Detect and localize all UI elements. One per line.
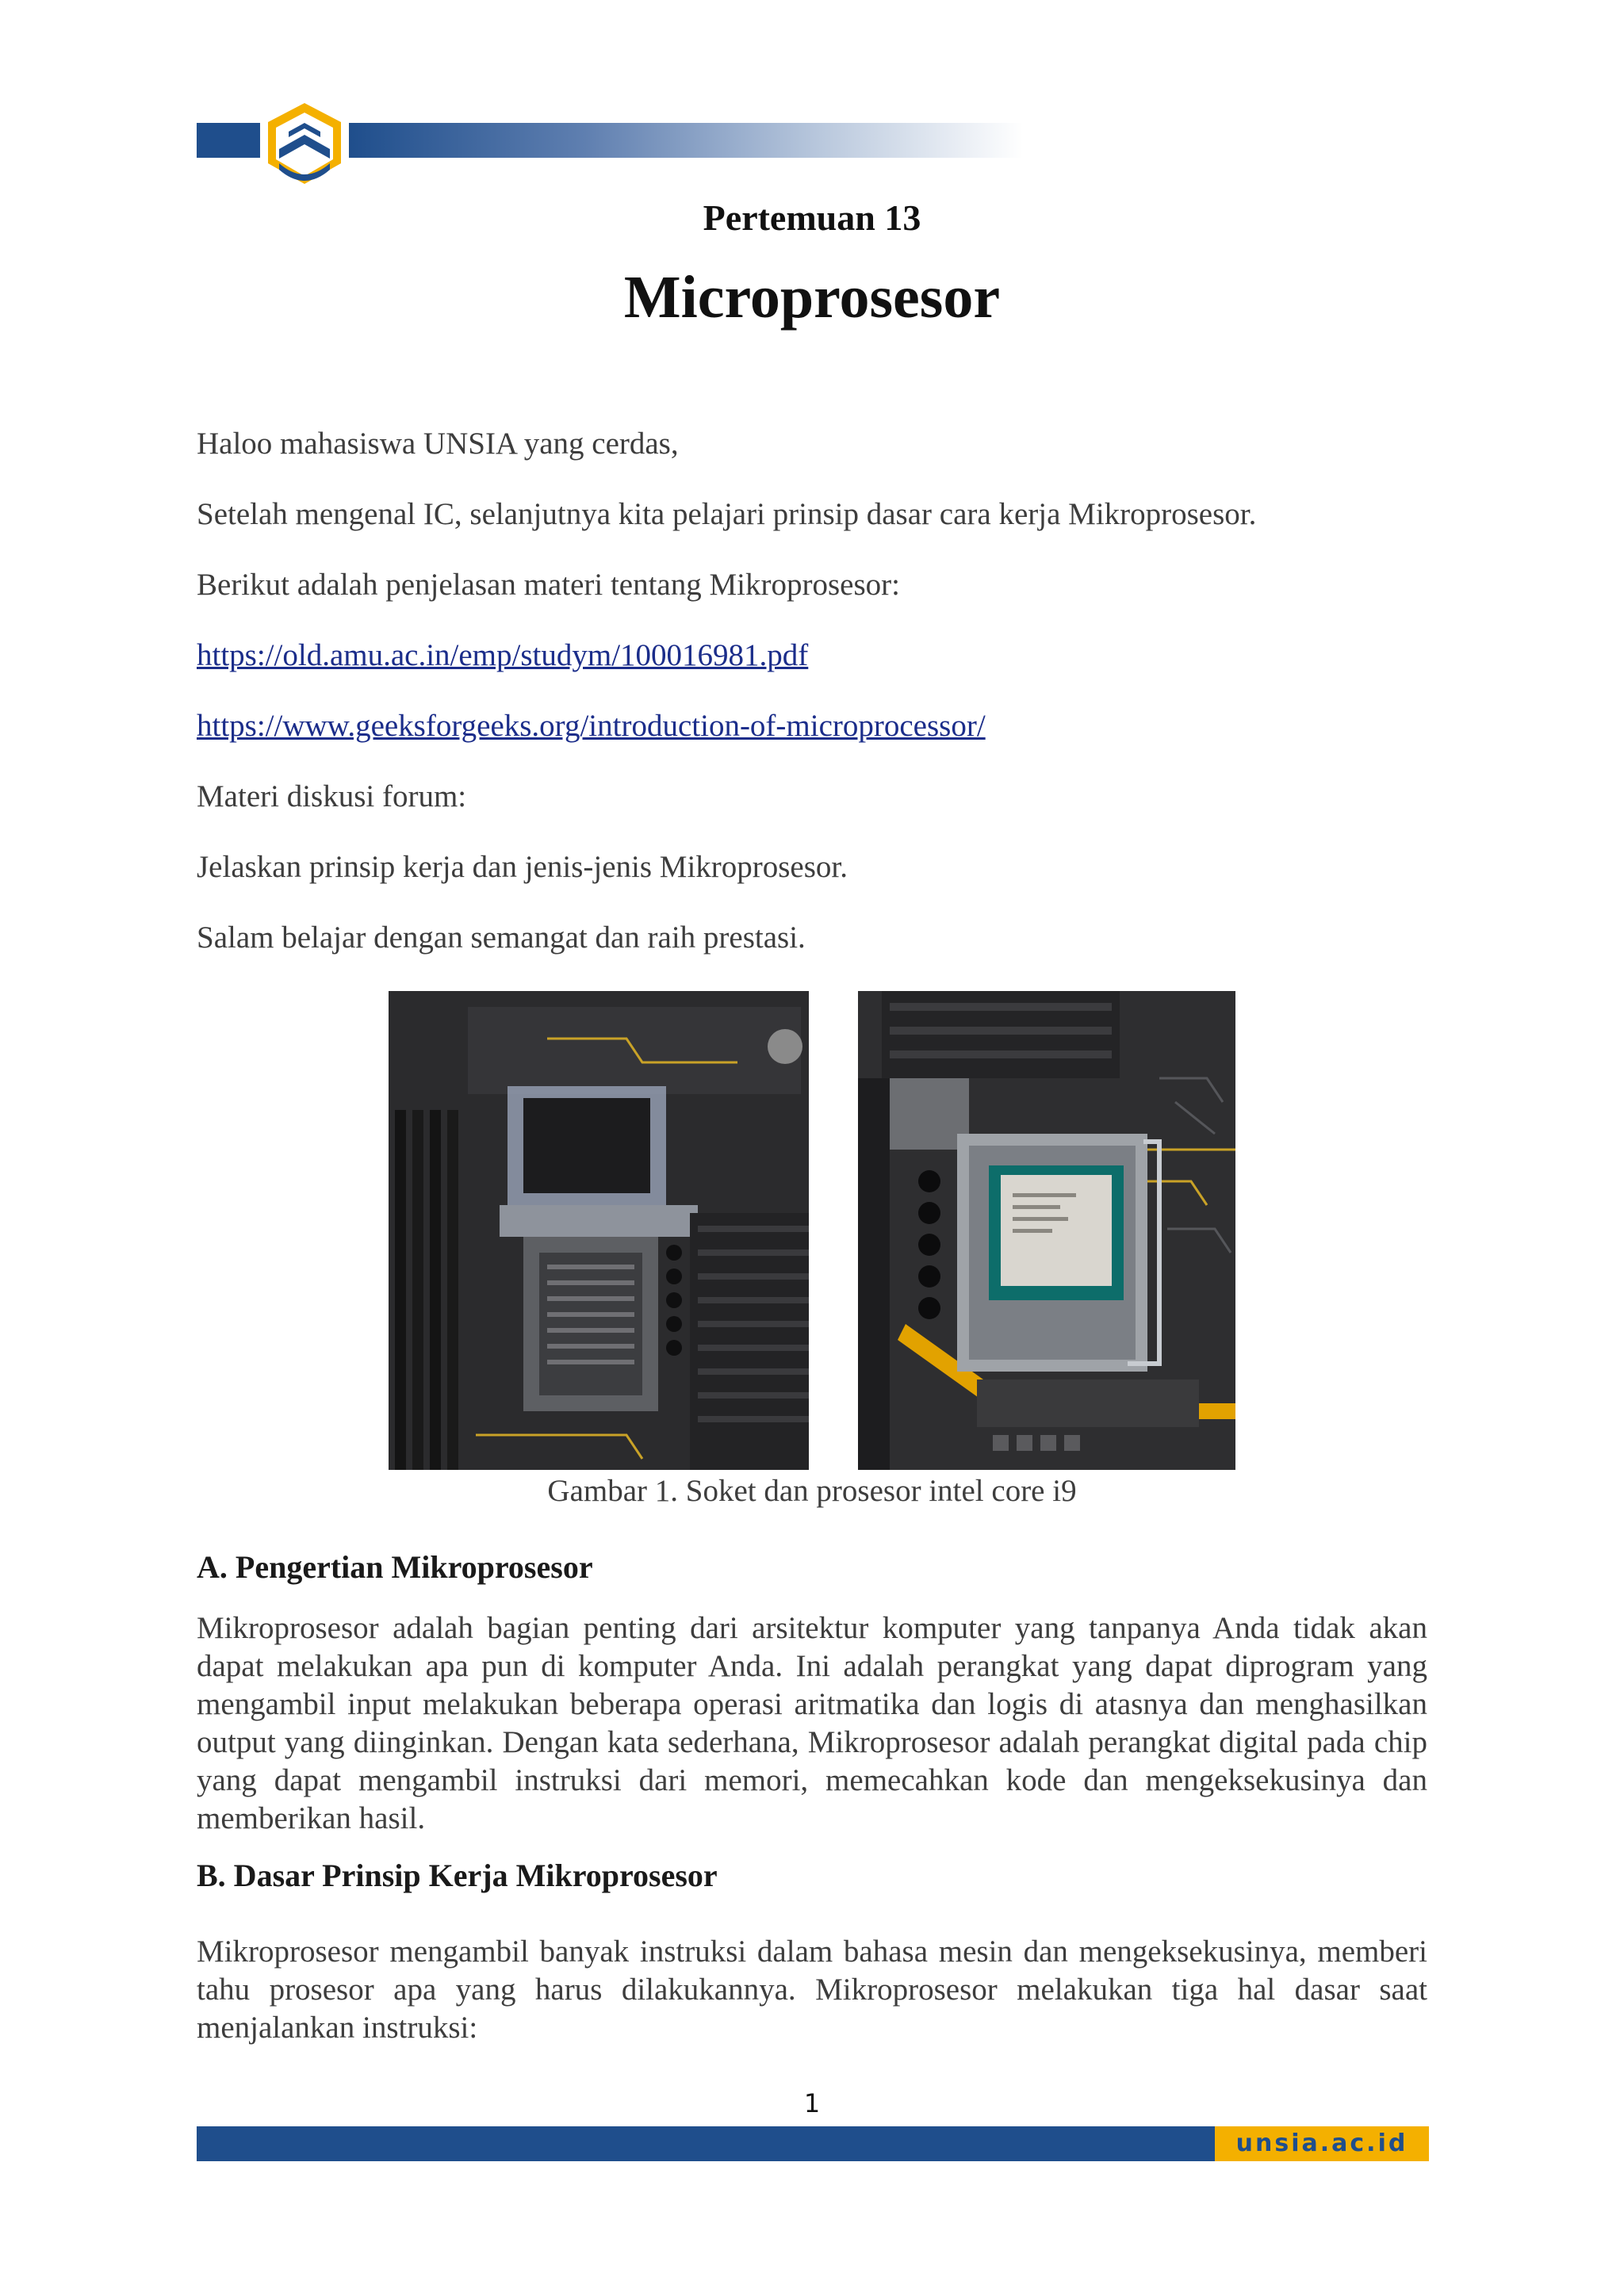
processor-photo xyxy=(858,991,1235,1470)
section-a-heading: A. Pengertian Mikroprosesor xyxy=(197,1549,593,1585)
page-number: 1 xyxy=(803,2088,821,2118)
meeting-subtitle: Pertemuan 13 xyxy=(703,197,921,238)
unsia-logo xyxy=(262,100,347,187)
link-amu-text[interactable]: https://old.amu.ac.in/emp/studym/100016981.pdf xyxy=(197,638,809,672)
footer-site-badge: unsia.ac.id xyxy=(1215,2126,1429,2161)
socket-photo xyxy=(389,991,809,1470)
header-band-right xyxy=(349,123,1023,158)
link-geeksforgeeks[interactable] xyxy=(197,707,1426,745)
footer-band xyxy=(197,2126,1215,2161)
figure-caption: Gambar 1. Soket dan prosesor intel core i9 xyxy=(547,1474,1077,1508)
intro-line-1: Setelah mengenal IC, selanjutnya kita pelajari prinsip dasar cara kerja Mikroprosesor. xyxy=(197,497,1257,531)
header-band-left xyxy=(197,123,260,158)
link-geeksforgeeks-text[interactable]: https://www.geeksforgeeks.org/introduction-of-microprocessor/ xyxy=(197,709,986,743)
greeting-text: Haloo mahasiswa UNSIA yang cerdas, xyxy=(197,427,679,461)
section-a-body: Mikroprosesor adalah bagian penting dari arsitektur komputer yang tanpanya Anda tidak akan dapat melakukan apa pun di komputer Anda. Ini adalah perangkat yang dapat diprogram yang mengambil input melakukan beberapa operasi aritmatika dan logis di atasnya dan menghasilkan output yang diinginkan. Dengan kata sederhana, Mikroprosesor adalah perangkat digital pada chip yang dapat mengambil instruksi dari memori, memecahkan kode dan mengeksekusinya dan memberikan hasil. xyxy=(197,1611,1427,1835)
section-b-body: Mikroprosesor mengambil banyak instruksi dalam bahasa mesin dan mengeksekusinya, memberi tahu prosesor apa yang harus dilakukannya. Mikroprosesor melakukan tiga hal dasar saat menjalankan instruksi: xyxy=(197,1934,1427,2045)
section-b-heading: B. Dasar Prinsip Kerja Mikroprosesor xyxy=(197,1858,718,1893)
intro-line-2: Berikut adalah penjelasan materi tentang Mikroprosesor: xyxy=(197,568,900,602)
link-amu[interactable] xyxy=(197,637,1426,675)
forum-label: Materi diskusi forum: xyxy=(197,779,467,813)
forum-task: Jelaskan prinsip kerja dan jenis-jenis Mikroprosesor. xyxy=(197,850,848,884)
closing-text: Salam belajar dengan semangat dan raih prestasi. xyxy=(197,920,806,955)
page-title: Microprosesor xyxy=(623,264,1001,331)
